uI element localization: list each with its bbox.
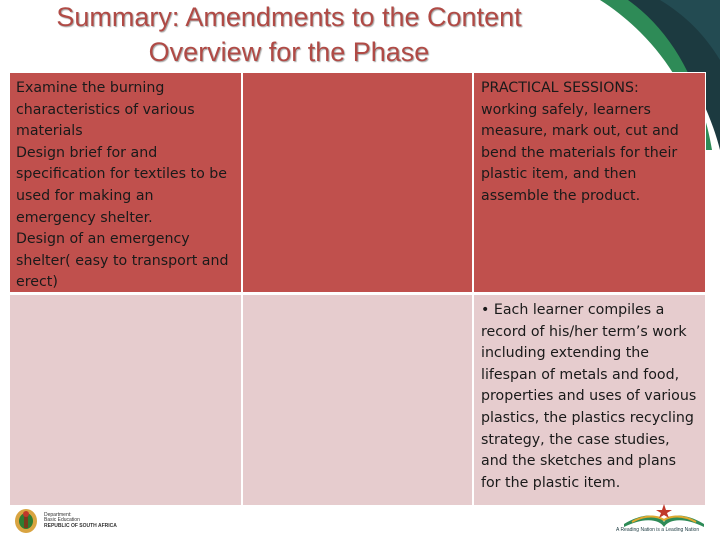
- table-cell-r1-c1: Examine the burning characteristics of various materials Design brief for and specification for textiles to be used for making an emergency shelter. Design of an emergency shelter( easy to transport and erect): [9, 72, 242, 294]
- dbe-line-3: REPUBLIC OF SOUTH AFRICA: [44, 522, 117, 529]
- dbe-logo: [14, 506, 117, 536]
- slogan-text: A Reading Nation is a Leading Nation: [616, 527, 700, 533]
- table-cell-r2-c3: • Each learner compiles a record of his/her term’s work including extending the lifespan of metals and food, properties and uses of various plastics, the plastics recycling strategy, the case studies, and the sketches and plans for the plastic item.: [473, 294, 706, 506]
- dbe-text: [44, 513, 117, 530]
- table-cell-r1-c3: PRACTICAL SESSIONS: working safely, learners measure, mark out, cut and bend the materials for their plastic item, and then assemble the product.: [473, 72, 706, 294]
- table-cell-r2-c2: [242, 294, 473, 506]
- table-cell-r2-c1: [9, 294, 242, 506]
- title-line-2: Overview for the Phase: [148, 37, 430, 67]
- open-book-icon: [614, 500, 714, 540]
- dbe-line-2: Basic Education: [44, 517, 80, 524]
- coat-of-arms-icon: [14, 508, 38, 534]
- slide-title: [0, 0, 578, 70]
- dbe-line-1: Department:: [44, 511, 72, 518]
- content-table: [9, 72, 706, 506]
- table-cell-r1-c2: [242, 72, 473, 294]
- title-line-1: Summary: Amendments to the Content: [56, 2, 522, 32]
